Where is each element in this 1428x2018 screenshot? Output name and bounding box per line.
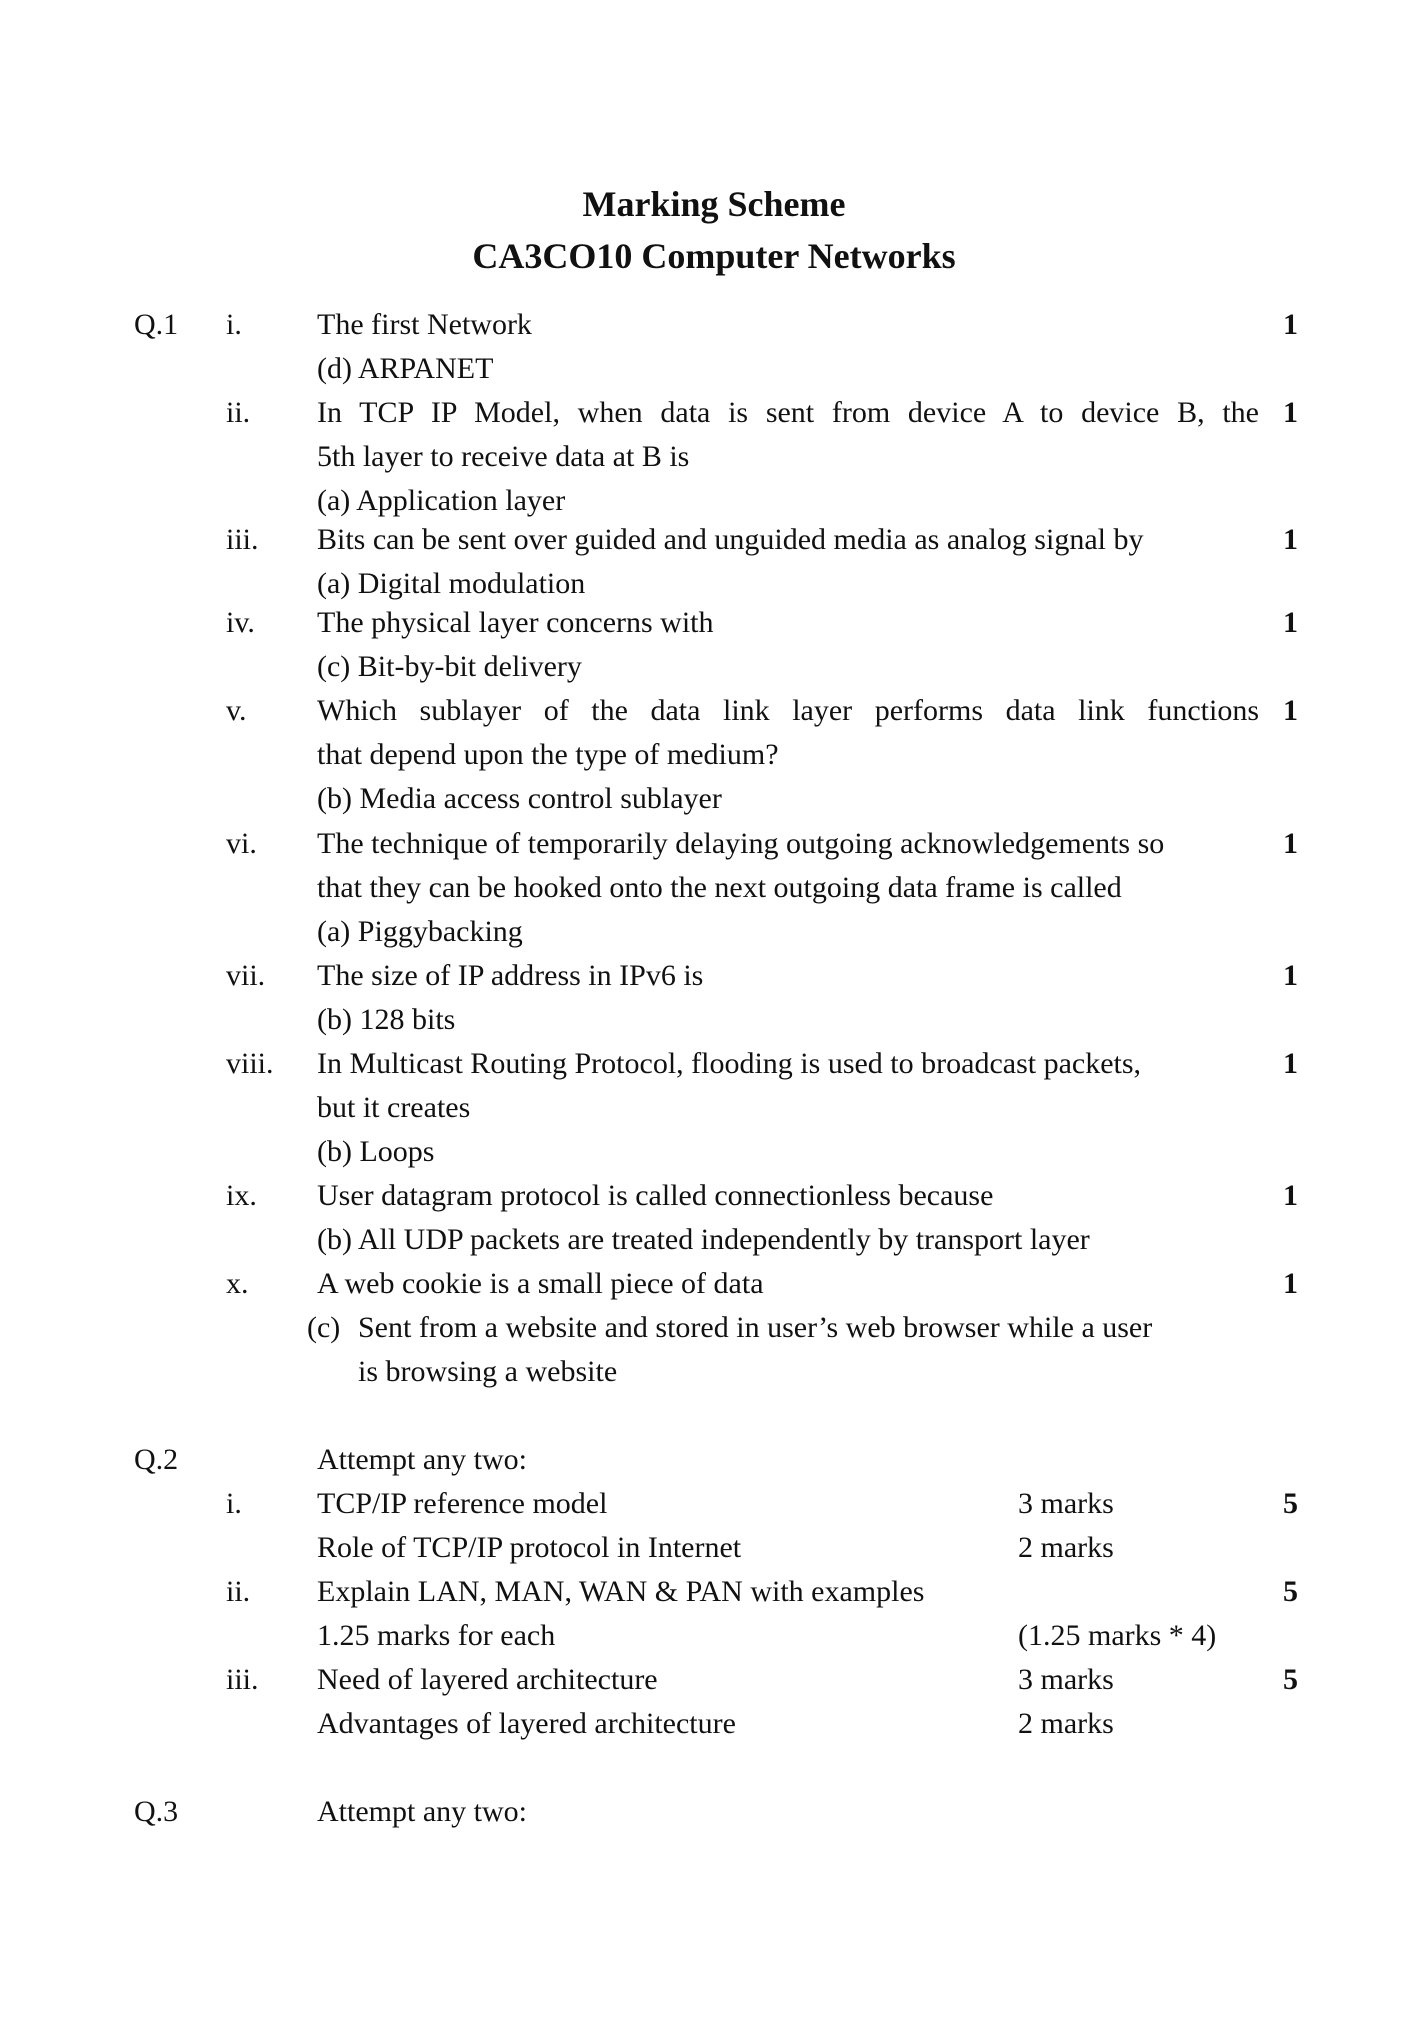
q1-item-7-marks: 1 — [1283, 959, 1298, 992]
q1-item-2-answer: (a) Application layer — [317, 484, 566, 517]
q1-item-5-number: v. — [226, 694, 247, 727]
q1-item-6-question-line-2: that they can be hooked onto the next outgoing data frame is called — [317, 871, 1122, 904]
q1-item-2-question-line-1: In TCP IP Model, when data is sent from device A to device B, the — [317, 396, 1259, 429]
q2-item-3-row-1-marks: 3 marks — [1018, 1663, 1114, 1696]
q2-item-2-row-2-text: 1.25 marks for each — [317, 1619, 556, 1652]
q2-item-3-row-2-text: Advantages of layered architecture — [317, 1707, 736, 1740]
q1-item-8-question-line-2: but it creates — [317, 1091, 471, 1124]
q1-item-8-answer: (b) Loops — [317, 1135, 435, 1168]
q1-item-8-marks: 1 — [1283, 1047, 1298, 1080]
q1-item-8-number: viii. — [226, 1047, 274, 1080]
q1-item-1-answer: (d) ARPANET — [317, 352, 494, 385]
q2-item-2-number: ii. — [226, 1575, 251, 1608]
q1-item-7-answer: (b) 128 bits — [317, 1003, 456, 1036]
q1-item-7-question: The size of IP address in IPv6 is — [317, 959, 704, 992]
q1-item-3-marks: 1 — [1283, 523, 1298, 556]
q2-item-1-number: i. — [226, 1487, 242, 1520]
q1-item-9-number: ix. — [226, 1179, 257, 1212]
q1-item-6-marks: 1 — [1283, 827, 1298, 860]
q2-item-1-row-1-text: TCP/IP reference model — [317, 1487, 608, 1520]
q1-item-10-marks: 1 — [1283, 1267, 1298, 1300]
q1-item-3-answer: (a) Digital modulation — [317, 567, 586, 600]
q1-item-1-marks: 1 — [1283, 308, 1298, 341]
q2-item-2-row-1-text: Explain LAN, MAN, WAN & PAN with examples — [317, 1575, 925, 1608]
q2-item-3-row-2-marks: 2 marks — [1018, 1707, 1114, 1740]
q2-item-2-marks: 5 — [1283, 1575, 1298, 1608]
q2-item-3-marks: 5 — [1283, 1663, 1298, 1696]
q1-item-9-marks: 1 — [1283, 1179, 1298, 1212]
q1-item-1-number: i. — [226, 308, 242, 341]
q1-item-6-answer: (a) Piggybacking — [317, 915, 523, 948]
question-2-instruction: Attempt any two: — [317, 1443, 527, 1476]
q1-item-6-question-line-1: The technique of temporarily delaying outgoing acknowledgements so — [317, 827, 1165, 860]
q1-item-10-number: x. — [226, 1267, 249, 1300]
q1-item-4-question: The physical layer concerns with — [317, 606, 714, 639]
q1-item-9-answer: (b) All UDP packets are treated independently by transport layer — [317, 1223, 1090, 1256]
question-3-label: Q.3 — [134, 1795, 179, 1828]
q1-item-4-answer: (c) Bit-by-bit delivery — [317, 650, 582, 683]
q1-item-10-answer-option: (c) — [307, 1311, 341, 1344]
q1-item-4-number: iv. — [226, 606, 255, 639]
q1-item-3-number: iii. — [226, 523, 259, 556]
q1-item-10-answer-line-2: is browsing a website — [358, 1355, 618, 1388]
q1-item-2-marks: 1 — [1283, 396, 1298, 429]
q2-item-1-marks: 5 — [1283, 1487, 1298, 1520]
q1-item-8-question-line-1: In Multicast Routing Protocol, flooding is used to broadcast packets, — [317, 1047, 1142, 1080]
q1-item-10-question: A web cookie is a small piece of data — [317, 1267, 764, 1300]
q1-item-3-question: Bits can be sent over guided and unguided media as analog signal by — [317, 523, 1144, 556]
q1-item-5-question-line-1: Which sublayer of the data link layer performs data link functions — [317, 694, 1259, 727]
q1-item-4-marks: 1 — [1283, 606, 1298, 639]
q1-item-10-answer-line-1: Sent from a website and stored in user’s web browser while a user — [358, 1311, 1153, 1344]
q2-item-3-number: iii. — [226, 1663, 259, 1696]
page-title: Marking Scheme — [582, 184, 846, 224]
q1-item-9-question: User datagram protocol is called connectionless because — [317, 1179, 994, 1212]
q1-item-5-question-line-2: that depend upon the type of medium? — [317, 738, 779, 771]
q2-item-2-row-2-marks: (1.25 marks * 4) — [1018, 1619, 1217, 1652]
q2-item-1-row-1-marks: 3 marks — [1018, 1487, 1114, 1520]
q1-item-5-marks: 1 — [1283, 694, 1298, 727]
course-title: CA3CO10 Computer Networks — [472, 236, 956, 276]
q1-item-6-number: vi. — [226, 827, 257, 860]
question-2-label: Q.2 — [134, 1443, 179, 1476]
q1-item-1-question: The first Network — [317, 308, 532, 341]
q2-item-1-row-2-marks: 2 marks — [1018, 1531, 1114, 1564]
q1-item-7-number: vii. — [226, 959, 266, 992]
q1-item-2-number: ii. — [226, 396, 251, 429]
q2-item-3-row-1-text: Need of layered architecture — [317, 1663, 658, 1696]
q1-item-2-question-line-2: 5th layer to receive data at B is — [317, 440, 690, 473]
question-1-label: Q.1 — [134, 308, 179, 341]
q2-item-1-row-2-text: Role of TCP/IP protocol in Internet — [317, 1531, 742, 1564]
q1-item-5-answer: (b) Media access control sublayer — [317, 782, 722, 815]
question-3-instruction: Attempt any two: — [317, 1795, 527, 1828]
